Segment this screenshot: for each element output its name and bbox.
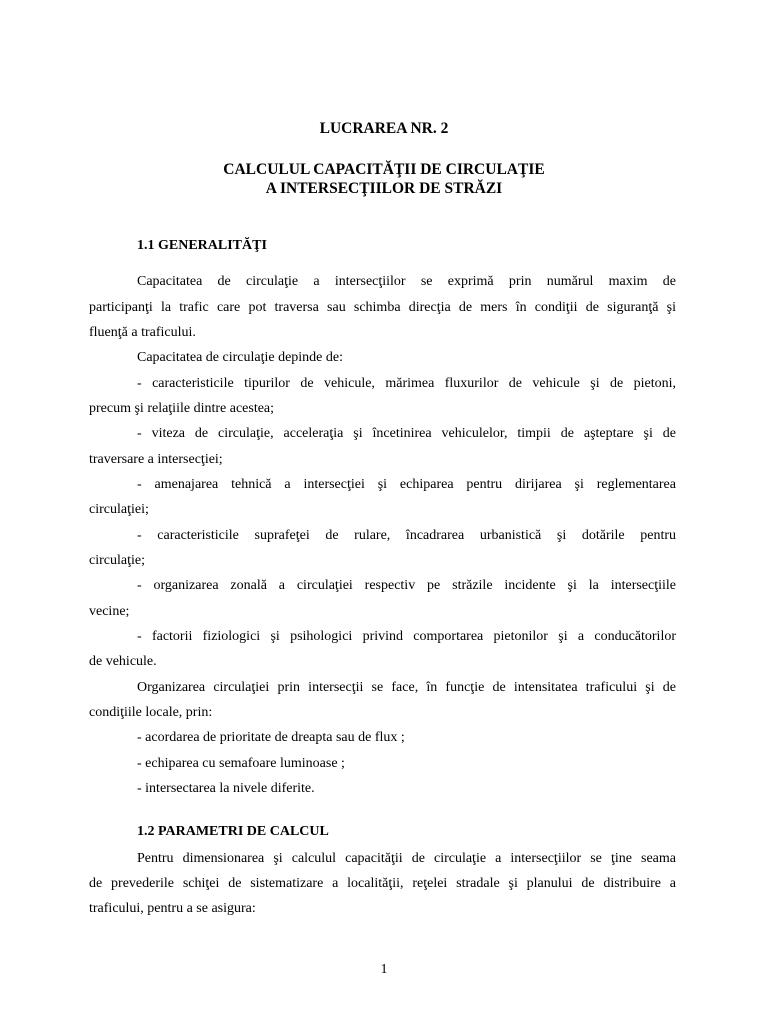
bullet-line: de vehicule. (89, 654, 157, 669)
bullet-line: circulaţiei; (89, 502, 149, 517)
document-subtitle-line-1: CALCULUL CAPACITĂŢII DE CIRCULAŢIE (223, 161, 545, 178)
bullet-line: traversare a intersecţiei; (89, 452, 223, 467)
bullet-line: - caracteristicile suprafeţei de rulare, încadrarea urbanistică şi dotările pentru (137, 528, 676, 543)
document-title: LUCRAREA NR. 2 (319, 120, 449, 137)
paragraph-line: fluenţă a traficului. (89, 325, 196, 340)
paragraph-line: participanţi la trafic care pot traversa sau schimba direcţia de mers în condiţii de siguranţă şi (89, 300, 676, 315)
bullet-line: - organizarea zonală a circulaţiei respectiv pe străzile incidente şi la intersecţiile (137, 578, 676, 593)
paragraph-line: traficului, pentru a se asigura: (89, 901, 256, 916)
bullet-line: - factorii fiziologici şi psihologici privind comportarea pietonilor şi a conducătorilor (137, 629, 676, 644)
list-item: - echiparea cu semafoare luminoase ; (137, 756, 345, 771)
bullet-line: - viteza de circulaţie, acceleraţia şi încetinirea vehiculelor, timpii de aşteptare şi de (137, 426, 676, 441)
paragraph-line: Pentru dimensionarea şi calculul capacităţii de circulaţie a intersecţiilor se ţine seama (137, 851, 676, 866)
bullet-line: precum şi relaţiile dintre acestea; (89, 401, 275, 416)
bullet-line: circulaţie; (89, 553, 145, 568)
document-subtitle-line-2: A INTERSECŢIILOR DE STRĂZI (265, 180, 503, 197)
paragraph-line: Organizarea circulaţiei prin intersecţii se face, în funcţie de intensitatea traficului şi de (137, 680, 676, 695)
bullet-line: - amenajarea tehnică a intersecţiei şi echiparea pentru dirijarea şi reglementarea (137, 477, 676, 492)
section-heading-parametri: 1.2 PARAMETRI DE CALCUL (137, 824, 329, 839)
page-number: 1 (380, 962, 388, 977)
paragraph-line: Capacitatea de circulaţie a intersecţiilor se exprimă prin numărul maxim de (137, 274, 676, 289)
section-heading-generalitati: 1.1 GENERALITĂŢI (137, 238, 267, 253)
list-item: - acordarea de prioritate de dreapta sau de flux ; (137, 730, 405, 745)
paragraph-line: condiţiile locale, prin: (89, 705, 213, 720)
list-item: - intersectarea la nivele diferite. (137, 781, 315, 796)
paragraph-line: Capacitatea de circulaţie depinde de: (137, 350, 344, 365)
paragraph-line: de prevederile schiţei de sistematizare a localităţii, reţelei stradale şi planului de distribuire a (89, 876, 676, 891)
bullet-line: vecine; (89, 604, 130, 619)
bullet-line: - caracteristicile tipurilor de vehicule, mărimea fluxurilor de vehicule şi de pietoni, (137, 376, 676, 391)
